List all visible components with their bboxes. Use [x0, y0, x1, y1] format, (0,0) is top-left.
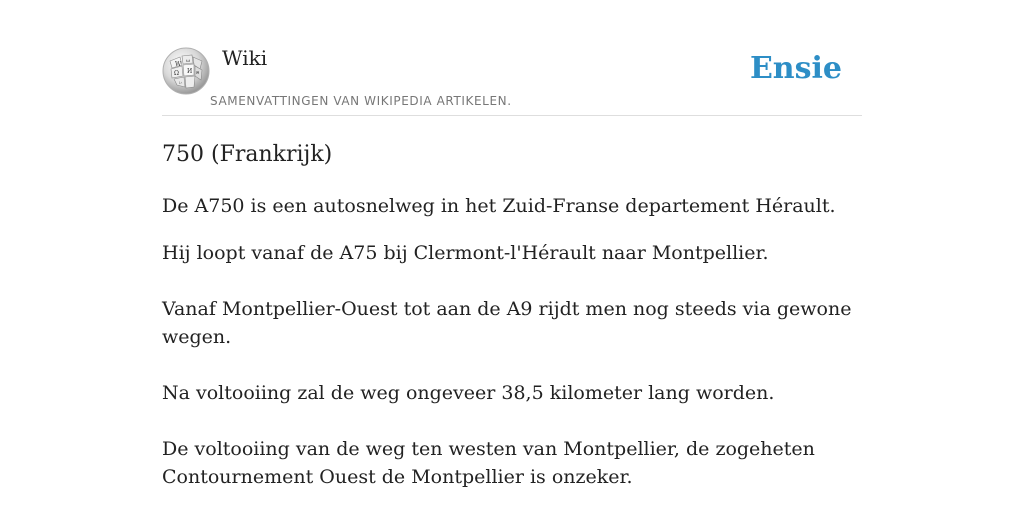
article-paragraph: De voltooiing van de weg ten westen van Montpellier, de zogeheten Contournement Ouest de Montpellier is onzeker. — [162, 438, 815, 488]
svg-text:ค: ค — [196, 70, 200, 76]
svg-text:И: И — [187, 68, 193, 75]
site-header — [162, 0, 862, 116]
svg-text:ω: ω — [186, 58, 191, 64]
svg-text:Ω: Ω — [174, 70, 179, 77]
article-paragraph: Hij loopt vanaf de A75 bij Clermont-l'Hérault naar Montpellier. — [162, 242, 769, 264]
site-tagline: SAMENVATTINGEN VAN WIKIPEDIA ARTIKELEN. — [210, 94, 512, 108]
site-name[interactable]: Wiki — [222, 46, 268, 70]
svg-text:W: W — [175, 61, 182, 68]
article-paragraph: Na voltooiing zal de weg ongeveer 38,5 kilometer lang worden. — [162, 382, 775, 404]
article-title: 750 (Frankrijk) — [162, 142, 333, 167]
article-paragraph: De A750 is een autosnelweg in het Zuid-Franse departement Hérault. — [162, 195, 836, 217]
wikipedia-globe-icon[interactable] — [162, 47, 210, 95]
ensie-brand-link[interactable]: Ensie — [749, 51, 842, 86]
page-container — [162, 0, 862, 512]
svg-text:ぃ: ぃ — [178, 80, 184, 86]
article-body — [162, 192, 862, 491]
article-paragraph: Vanaf Montpellier-Ouest tot aan de A9 rijdt men nog steeds via gewone wegen. — [162, 298, 852, 348]
